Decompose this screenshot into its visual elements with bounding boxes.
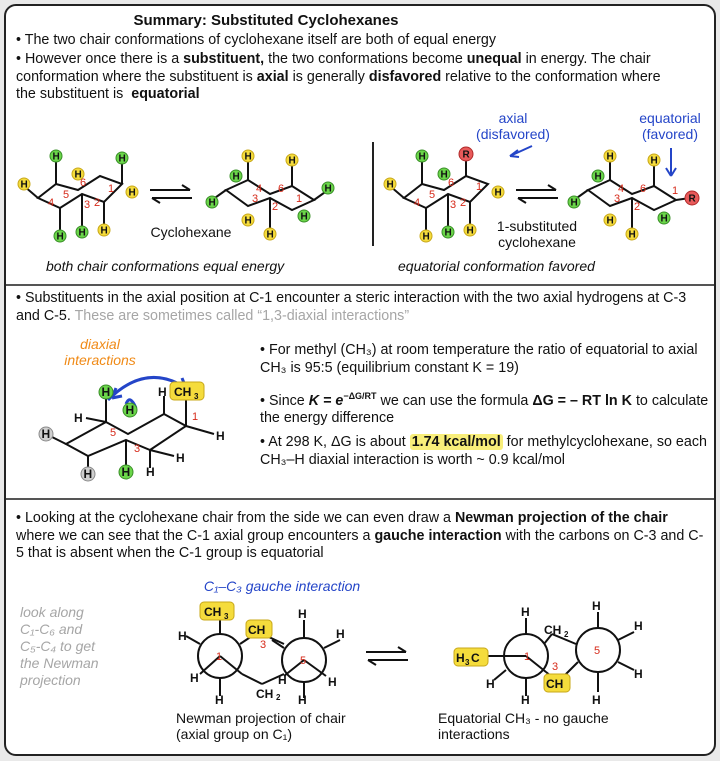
look-along-note: look along C₁-C₆ and C₅-C₄ to get the Newman projection: [20, 604, 99, 688]
svg-text:2: 2: [460, 197, 467, 209]
svg-text:H: H: [244, 151, 252, 163]
svg-text:H: H: [634, 667, 643, 681]
svg-text:H: H: [20, 179, 28, 191]
svg-text:3: 3: [194, 392, 199, 401]
svg-text:6: 6: [448, 177, 455, 189]
equilibrium-arrows-3: [362, 646, 412, 666]
svg-text:1: 1: [108, 183, 115, 195]
svg-text:3: 3: [252, 193, 259, 205]
boltzmann-expression: K = e: [308, 392, 344, 409]
svg-text:4: 4: [414, 197, 421, 209]
svg-text:H: H: [74, 411, 83, 425]
summary-panel: [4, 4, 716, 756]
svg-text:5: 5: [429, 189, 436, 201]
methylcyclohexane-chair: [26, 352, 246, 482]
svg-text:H: H: [486, 677, 495, 691]
cyclohexane-chair-1: [20, 146, 140, 246]
gauche-interaction-label: C₁–C₃ gauche interaction: [203, 578, 361, 594]
svg-text:H: H: [56, 231, 64, 243]
svg-text:H: H: [288, 155, 296, 167]
gibbs-formula: ΔG = – RT ln K: [532, 392, 632, 409]
svg-text:H: H: [298, 693, 307, 707]
substituent-term: substituent,: [183, 51, 265, 67]
svg-text:H: H: [422, 231, 430, 243]
svg-text:H: H: [121, 465, 131, 479]
svg-text:H: H: [216, 429, 225, 443]
svg-text:H: H: [83, 467, 93, 481]
svg-text:H: H: [660, 213, 668, 225]
svg-text:H: H: [232, 171, 240, 183]
svg-text:3: 3: [134, 443, 141, 455]
substituted-label: 1-substituted cyclohexane: [496, 218, 578, 250]
svg-text:2: 2: [94, 197, 101, 209]
intro-bullet-1-text: The two chair conformations of cyclohexane itself are both of equal energy: [24, 32, 497, 48]
svg-text:3: 3: [84, 199, 91, 211]
caption-equatorial-favored: equatorial conformation favored: [398, 258, 595, 274]
svg-text:3: 3: [614, 193, 621, 205]
svg-text:H: H: [521, 693, 530, 707]
svg-text:4: 4: [618, 183, 625, 195]
axial-term: axial: [256, 68, 289, 85]
intro-bullet-1: • The two chair conformations of cyclohexane itself are both of equal energy: [16, 32, 497, 48]
svg-text:3: 3: [224, 612, 229, 621]
svg-text:5: 5: [300, 655, 307, 667]
newman-projection-axial: [176, 600, 346, 707]
svg-text:H: H: [324, 183, 332, 195]
svg-text:1: 1: [672, 185, 679, 197]
svg-text:H: H: [606, 151, 614, 163]
svg-text:H: H: [78, 227, 86, 239]
section-divider-2: [6, 498, 714, 500]
svg-text:H: H: [494, 187, 502, 199]
svg-text:4: 4: [256, 183, 263, 195]
svg-text:H: H: [418, 151, 426, 163]
svg-text:H: H: [52, 151, 60, 163]
section-divider-1: [6, 284, 714, 286]
svg-text:H: H: [41, 427, 51, 441]
svg-text:H: H: [592, 599, 601, 613]
figure-divider: [372, 142, 374, 246]
svg-text:H: H: [440, 169, 448, 181]
svg-text:1: 1: [296, 193, 303, 205]
methyl-ratio-bullet: • For methyl (CH₃) at room temperature the ratio of equatorial to axial CH₃ is 95:5 (equilibrium constant K = 19): [260, 342, 698, 376]
substituted-chair-equatorial: [568, 146, 700, 246]
svg-text:H: H: [74, 169, 82, 181]
svg-text:3: 3: [552, 661, 559, 673]
svg-text:H: H: [178, 629, 187, 643]
newman-projection-equatorial: [446, 599, 646, 707]
svg-text:R: R: [688, 193, 696, 205]
svg-text:H: H: [466, 225, 474, 237]
svg-text:2: 2: [272, 201, 279, 213]
formula-bullet: • Since $K = e^{-\Delta G/RT}$ we can use the formula ΔG = – RT ln K to calculate the energy difference: [260, 391, 709, 427]
svg-text:C: C: [471, 651, 480, 665]
svg-text:CH: CH: [544, 623, 562, 637]
svg-text:H: H: [634, 619, 643, 633]
svg-text:5: 5: [594, 645, 601, 657]
diaxial-interactions-label: diaxial interactions: [64, 336, 136, 368]
svg-text:H: H: [328, 675, 337, 689]
svg-text:H: H: [146, 465, 155, 479]
svg-text:4: 4: [48, 197, 55, 209]
svg-text:R: R: [462, 149, 470, 161]
svg-text:CH: CH: [248, 623, 266, 637]
gauche-term: gauche interaction: [374, 527, 502, 544]
svg-text:3: 3: [465, 658, 470, 667]
svg-text:6: 6: [80, 177, 87, 189]
svg-text:H: H: [456, 651, 465, 665]
newman-caption-axial: Newman projection of chair (axial group on C₁): [176, 710, 346, 742]
svg-text:1: 1: [192, 411, 199, 423]
svg-text:1: 1: [216, 651, 223, 663]
svg-text:H: H: [594, 171, 602, 183]
svg-text:H: H: [606, 215, 614, 227]
svg-text:H: H: [298, 607, 307, 621]
disfavored-term: disfavored: [368, 68, 442, 85]
svg-text:H: H: [444, 227, 452, 239]
svg-text:H: H: [215, 693, 224, 707]
equatorial-label: equatorial (favored): [639, 110, 701, 142]
svg-text:6: 6: [278, 183, 285, 195]
newman-term: Newman projection of the chair: [454, 510, 668, 526]
svg-text:H: H: [101, 385, 111, 399]
newman-caption-equatorial: Equatorial CH₃ - no gauche interactions: [438, 710, 609, 742]
svg-text:H: H: [266, 229, 274, 241]
svg-text:H: H: [244, 215, 252, 227]
svg-text:CH: CH: [174, 385, 192, 399]
svg-text:CH: CH: [546, 677, 564, 691]
unequal-term: unequal: [466, 51, 522, 67]
caption-equal-energy: both chair conformations equal energy: [46, 258, 285, 274]
svg-text:H: H: [100, 225, 108, 237]
svg-text:H: H: [208, 197, 216, 209]
page-title: Summary: Substituted Cyclohexanes: [133, 12, 399, 29]
diaxial-gray-note: These are sometimes called “1,3-diaxial interactions”: [74, 307, 410, 324]
svg-text:H: H: [628, 229, 636, 241]
svg-text:2: 2: [564, 630, 569, 639]
svg-text:5: 5: [63, 189, 70, 201]
axial-label: axial (disfavored): [476, 110, 550, 142]
energy-bullet: • At 298 K, ΔG is about 1.74 kcal/mol for methylcyclohexane, so each CH₃–H diaxial interaction is worth ~ 0.9 kcal/mol: [260, 434, 707, 468]
svg-text:H: H: [278, 673, 287, 687]
svg-text:H: H: [336, 627, 345, 641]
svg-text:CH: CH: [256, 687, 274, 701]
svg-text:1: 1: [524, 651, 531, 663]
svg-text:H: H: [128, 187, 136, 199]
svg-text:H: H: [190, 671, 199, 685]
newman-bullet: • Looking at the cyclohexane chair from the side we can even draw a Newman projection of the chair where we can see that the C-1 axial group encounters a gauche interaction with the carbons on C-3 and C-5 that is absent when the C-1 group is equatorial: [16, 510, 704, 561]
svg-text:6: 6: [640, 183, 647, 195]
axial-pointer-arrow: [506, 142, 536, 162]
svg-text:CH: CH: [204, 605, 222, 619]
svg-text:H: H: [118, 153, 126, 165]
svg-text:H: H: [592, 693, 601, 707]
svg-text:3: 3: [450, 199, 457, 211]
svg-text:H: H: [570, 197, 578, 209]
svg-text:H: H: [650, 155, 658, 167]
equilibrium-arrows-1: [146, 184, 196, 204]
svg-text:H: H: [300, 211, 308, 223]
svg-text:1: 1: [476, 181, 483, 193]
equatorial-term: equatorial: [131, 86, 200, 102]
svg-text:H: H: [125, 403, 135, 417]
energy-value-highlight: 1.74 kcal/mol: [411, 434, 501, 450]
cyclohexane-label: Cyclohexane: [150, 224, 232, 240]
svg-text:H: H: [521, 605, 530, 619]
svg-text:H: H: [158, 385, 167, 399]
intro-bullet-2: • However once there is a substituent, the two conformations become unequal in energy. The chair conformation where the substituent is axial is generally disfavored relative to the conformation where the substituent is equatorial: [16, 51, 661, 102]
svg-text:2: 2: [634, 201, 641, 213]
equilibrium-arrows-2: [512, 184, 562, 204]
svg-text:3: 3: [260, 639, 267, 651]
diaxial-bullet: • Substituents in the axial position at C-1 encounter a steric interaction with the two axial hydrogens at C-3 and C-5. These are sometimes called “1,3-diaxial interactions”: [16, 290, 687, 324]
svg-text:H: H: [386, 179, 394, 191]
svg-text:5: 5: [110, 427, 117, 439]
svg-text:2: 2: [276, 693, 281, 702]
svg-text:H: H: [176, 451, 185, 465]
substituted-chair-axial: [386, 146, 506, 246]
